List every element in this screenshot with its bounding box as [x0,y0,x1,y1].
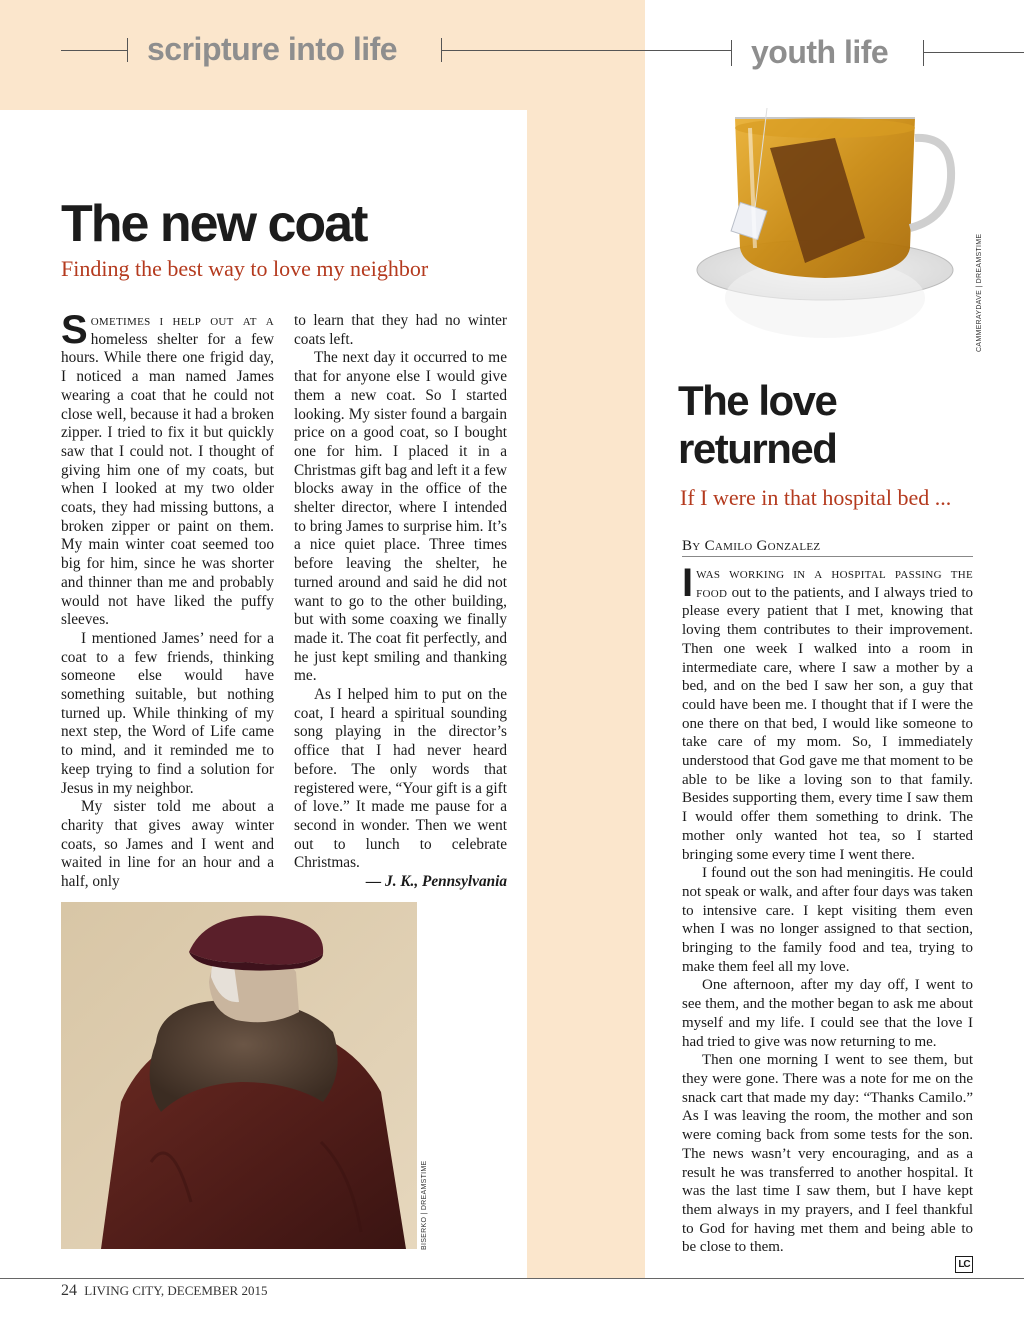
paragraph: One afternoon, after my day off, I went to see them, and the mother began to ask me about myself and my life. I could see that the love I had tried to give was now returning to me. [682,977,973,1050]
header-rule-middle [441,50,731,51]
paragraph: The next day it occurred to me that for anyone else I would give them a new coat. So I started looking. My sister found a bargain price on a good coat, so I bought one for him. I placed it in a Christmas gift bag and left it a few blocks away in the office of the shelter director, where I intended to bring James to surprise him. It’s a nice quiet place. Three times before leaving the shelter, he turned around and said he did not want to go to the other building, but with some coaxing we finally made it. The coat fit perfectly, and he just kept smiling and thanking me. [294,349,507,685]
footer-rule [0,1278,1024,1279]
paragraph: I found out the son had meningitis. He could not speak or walk, and after four days was taken to intensive care. I kept visiting them even when I was no longer assigned to that section, bringing to the family food and tea, trying to make them feel all my love. [682,865,973,975]
article-column-2 [294,312,507,892]
lead-paragraph [61,308,274,630]
page-footer [61,1282,267,1300]
article-subtitle: If I were in that hospital bed ... [680,485,952,510]
publication-info: LIVING CITY, DECEMBER 2015 [84,1283,268,1298]
article-column-1 [61,308,274,892]
paragraph: As I helped him to put on the coat, I heard a spiritual sounding song playing in the director’s office that I had never heard before. The only words that registered were, “Your gift is a gift of love.” It made me pause for a second in wonder. Then we went out to lunch to celebrate Christmas. [294,686,507,872]
drop-cap: S [61,308,88,352]
header-rule-right [923,52,1024,53]
byline: By Camilo Gonzalez [682,538,973,557]
end-mark-logo: LC [955,1256,973,1273]
header-rule-left-a [61,50,127,51]
article-subtitle: Finding the best way to love my neighbor [61,256,429,281]
paragraph-continued: to learn that they had no winter coats left. [294,312,507,348]
article-title-line-1: The love [678,377,837,424]
section-title-youth-life: youth life [751,34,889,70]
drop-cap: I [682,561,694,605]
photo-credit: BISERKO | DREAMSTIME [421,1160,428,1250]
lead-paragraph [682,561,973,864]
paragraph: Then one morning I went to see them, but they were gone. There was a note for me on the snack cart that made my day: “Thanks Camilo.” As I was leaving the room, the mother and son were coming back from some tests for the son. The news wasn’t very encouraging, and as a result he was transferred to another hospital. It was the last time I saw them, but I have kept them always in my prayers, and I feel thankful to God for having met them and being able to be close to them. [682,1052,973,1256]
section-title-scripture-into-life: scripture into life [147,31,398,67]
header-tick [127,38,128,62]
page-number: 24 [61,1282,77,1299]
photo-tea-cup [695,98,965,360]
lead-text: out to the patients, and I always tried to please every patient that I met, knowing that loving them contributes to their improvement. Then one week I walked into a room in intermediate care, where I saw a mother by a bed, and on the bed I saw her son, a guy that could have been me. I thought that if I were the one there on that bed, I would like someone to take care of my mom. So, I immediately understood that God gave me that moment to be able to be like a loving son to that family. Besides supporting them, every time I saw them I would offer them something to drink. The mother only wanted hot tea, so I started bringing some every time I went there. [682,584,973,863]
header-tick [923,40,924,66]
article-title: The new coat [61,195,367,253]
photo-credit: CAMMERAYDAVE | DREAMSTIME [976,233,983,352]
paragraph: I mentioned James’ need for a coat to a few friends, thinking someone else would have something suitable, but nothing turned up. While thinking of my next step, the Word of Life came to mind, and it reminded me to keep trying to find a solution for Jesus in my neighbor. [61,629,274,797]
tea-cup-illustration [695,98,965,360]
article-column [682,561,973,1257]
photo-man-in-coat [61,902,417,1249]
author-signature: — J. K., Pennsylvania [365,873,507,891]
lead-small-caps: was working in a hospital passing the food [696,566,973,601]
article-title-line-2: returned [678,425,837,472]
lead-text: homeless shelter for a few hours. While there one frigid day, I noticed a man named James wearing a coat that he could not close well, because it had a broken zipper. I tried to fix it but quickly saw that I could not. I thought of giving him one of my coats, but when I looked at my two older coats, they had missing buttons, a broken zipper or paint on them. My main winter coat seemed too big for him, since he was shorter and thinner than me and probably would not have liked the puffy sleeves. [61,330,274,629]
paragraph: My sister told me about a charity that gives away winter coats, so James and I went and waited in line for an hour and a half, only [61,798,274,891]
man-in-coat-illustration [61,902,417,1249]
header-tick [731,40,732,66]
lead-small-caps: ometimes i help out at a [90,312,274,329]
